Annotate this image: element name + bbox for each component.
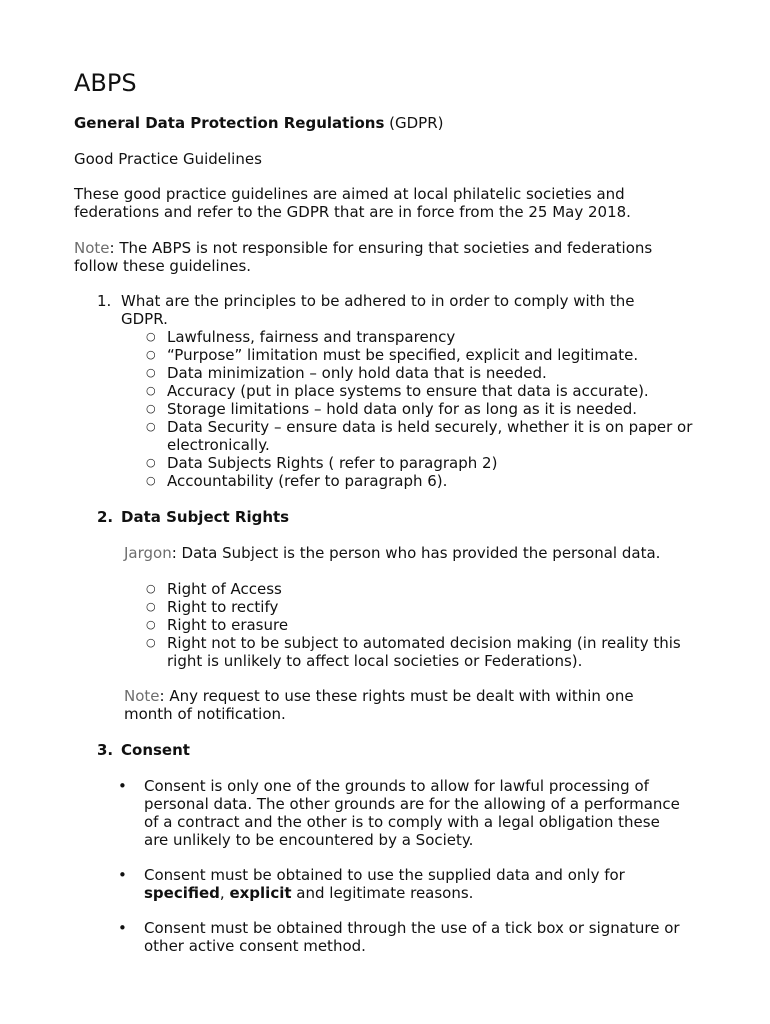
section3-heading: Consent (121, 741, 190, 759)
note-label: Note (74, 239, 110, 257)
intro-paragraph: These good practice guidelines are aimed at local philatelic societies and federations and refer to the GDPR that are in force from the 25 May 2018. (74, 185, 631, 221)
right-item: ○ Right not to be subject to automated decision making (in reality this right is unlikely to affect local societies or Federations). (146, 634, 681, 670)
document-title (74, 114, 444, 132)
principle-item: ○ Storage limitations – hold data only for as long as it is needed. (146, 400, 638, 418)
principle-item: ○ “Purpose” limitation must be specified, explicit and legitimate. (146, 346, 639, 364)
circle-bullet-icon: ○ (146, 474, 156, 487)
circle-bullet-icon: ○ (146, 600, 156, 613)
principle-item: ○ Accuracy (put in place systems to ensure that data is accurate). (146, 382, 649, 400)
consent-bullet: • Consent must be obtained through the use of a tick box or signature or other active consent method. (118, 919, 680, 955)
note-label: Note (124, 687, 160, 705)
principle-item: ○ Data Subjects Rights ( refer to paragraph 2) (146, 454, 498, 472)
section2-number: 2. (97, 508, 114, 526)
consent-bullet: • Consent must be obtained to use the supplied data and only for specified, explicit and legitimate reasons. (118, 866, 625, 902)
jargon-paragraph (124, 544, 704, 562)
title-bold: General Data Protection Regulations (74, 114, 385, 132)
consent-bullet: • Consent is only one of the grounds to allow for lawful processing of personal data. The other grounds are for the allowing of a performance of a contract and the other is to comply with a legal obligation these are unlikely to be encountered by a Society. (118, 777, 680, 849)
document-subtitle: Good Practice Guidelines (74, 150, 262, 168)
circle-bullet-icon: ○ (146, 618, 156, 631)
dot-bullet-icon: • (118, 866, 127, 884)
dot-bullet-icon: • (118, 919, 127, 937)
title-abbrev: (GDPR) (384, 114, 444, 132)
principle-item: ○ Accountability (refer to paragraph 6). (146, 472, 448, 490)
right-item: ○ Right to erasure (146, 616, 289, 634)
circle-bullet-icon: ○ (146, 420, 156, 433)
org-name: ABPS (74, 69, 137, 97)
section2-heading: Data Subject Rights (121, 508, 290, 526)
emphasis-explicit: explicit (229, 884, 292, 902)
circle-bullet-icon: ○ (146, 348, 156, 361)
section1-heading: What are the principles to be adhered to in order to comply with the GDPR. (121, 292, 635, 328)
right-item: ○ Right to rectify (146, 598, 279, 616)
dot-bullet-icon: • (118, 777, 127, 795)
note-text: : The ABPS is not responsible for ensuring that societies and federations follow these guidelines. (74, 239, 653, 275)
circle-bullet-icon: ○ (146, 636, 156, 649)
section3-number: 3. (97, 741, 114, 759)
jargon-label: Jargon (124, 544, 172, 562)
principle-item: ○ Lawfulness, fairness and transparency (146, 328, 456, 346)
circle-bullet-icon: ○ (146, 582, 156, 595)
jargon-text: : Data Subject is the person who has provided the personal data. (171, 544, 661, 562)
section2-note (124, 687, 684, 723)
right-item: ○ Right of Access (146, 580, 282, 598)
section1-number: 1. (97, 292, 112, 310)
circle-bullet-icon: ○ (146, 402, 156, 415)
principle-item: ○ Data Security – ensure data is held securely, whether it is on paper or electronically. (146, 418, 693, 454)
circle-bullet-icon: ○ (146, 384, 156, 397)
emphasis-specified: specified (144, 884, 220, 902)
note-text: : Any request to use these rights must be dealt with within one month of notification. (124, 687, 634, 723)
principle-item: ○ Data minimization – only hold data that is needed. (146, 364, 547, 382)
circle-bullet-icon: ○ (146, 366, 156, 379)
circle-bullet-icon: ○ (146, 456, 156, 469)
note-paragraph (74, 239, 684, 275)
circle-bullet-icon: ○ (146, 330, 156, 343)
